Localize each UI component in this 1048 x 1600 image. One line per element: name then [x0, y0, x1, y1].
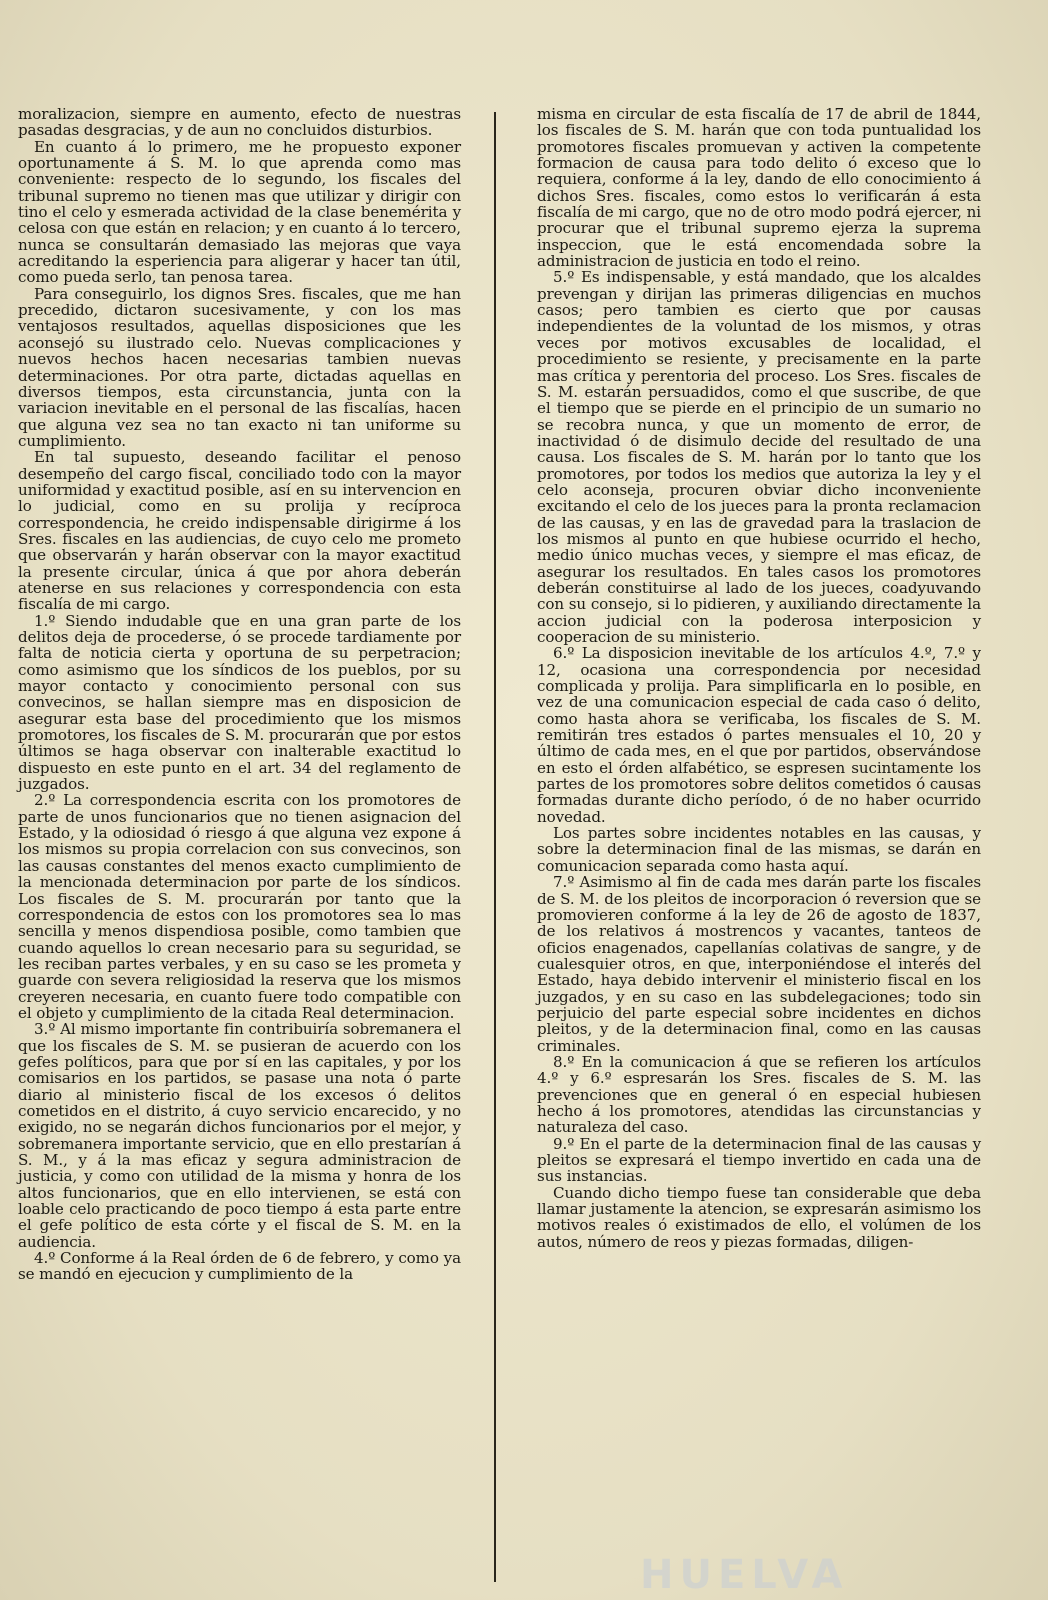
paragraph-article-2: 2.º La correspondencia escrita con los promotores de parte de unos funcionarios que no tienen asignacion del Estado, y la odiosidad ó riesgo á que alguna vez expone á los mismos su propia correlacion con sus convecinos, son las causas constantes del menos exacto cumplimiento de la mencionada determinacion por parte de los síndicos. Los fiscales de S. M. procurarán por tanto que la correspondencia de estos con los promotores sea lo mas sencilla y menos dispendiosa posible, como tambien que cuando aquellos lo crean necesario para su seguridad, se les reciban partes verbales, y en su caso se les prometa y guarde con severa religiosidad la reserva que los mismos creyeren necesaria, en cuanto fuere todo compatible con el objeto y cumplimiento de la citada Real determinacion.: [18, 791, 461, 1022]
archive-watermark: HUELVA: [640, 1552, 849, 1598]
paragraph-article-7: 7.º Asimismo al fin de cada mes darán parte los fiscales de S. M. de los pleitos de incorporacion ó reversion que se promovieren conforme á la ley de 26 de agosto de 1837, de los relativos á mostrencos y vacantes, tanteos de oficios enagenados, capellanías colativas de sangre, y de cualesquier otros, en que, interponiéndose el interés del Estado, haya debido intervenir el ministerio fiscal en los juzgados, y en su caso en las subdelegaciones; todo sin perjuicio del parte especial sobre incidentes en dichos pleitos, y de la determinacion final, como en las causas criminales.: [537, 873, 981, 1055]
paragraph: En tal supuesto, deseando facilitar el penoso desempeño del cargo fiscal, conciliado todo con la mayor uniformidad y exactitud posible, así en su intervencion en lo judicial, como en su prolija y recíproca correspondencia, he creido indispensable dirigirme á los Sres. fiscales en las audiencias, de cuyo celo me prometo que observarán y harán observar con la mayor exactitud la presente circular, única á que por ahora deberán atenerse en sus relaciones y correspondencia con esta fiscalía de mi cargo.: [18, 448, 461, 614]
paragraph-article-3: 3.º Al mismo importante fin contribuiría sobremanera el que los fiscales de S. M. se pusieran de acuerdo con los gefes políticos, para que por sí en las capitales, y por los comisarios en los partidos, se pasase una nota ó parte diario al ministerio fiscal de los excesos ó delitos cometidos en el distrito, á cuyo servicio encarecido, y no exigido, no se negarán dichos funcionarios por el mejor, y sobremanera importante servicio, que en ello prestarían á S. M., y á la mas eficaz y segura administracion de justicia, y como con utilidad de la misma y honra de los altos funcionarios, que en ello intervienen, se está con loable celo practicando de poco tiempo á esta parte entre el gefe político de esta córte y el fiscal de S. M. en la audiencia.: [18, 1020, 461, 1251]
paragraph-article-6: 6.º La disposicion inevitable de los artículos 4.º, 7.º y 12, ocasiona una correspondencia por necesidad complicada y prolija. Para simplificarla en lo posible, en vez de una comunicacion especial de cada caso ó delito, como hasta ahora se verificaba, los fiscales de S. M. remitirán tres estados ó partes mensuales el 10, 20 y último de cada mes, en el que por partidos, observándose en esto el órden alfabético, se espresen sucintamente los partes de los promotores sobre delitos cometidos ó causas formadas durante dicho período, ó de no haber ocurrido novedad.: [537, 644, 981, 826]
paragraph-article-5: 5.º Es indispensable, y está mandado, que los alcaldes prevengan y dirijan las primeras diligencias en muchos casos; pero tambien es cierto que por causas independientes de la voluntad de los mismos, y otras veces por motivos excusables de localidad, el procedimiento se resiente, y precisamente en la parte mas crítica y perentoria del proceso. Los Sres. fiscales de S. M. estarán persuadidos, como el que suscribe, de que el tiempo que se pierde en el principio de un sumario no se recobra nunca, y que un momento de error, de inactividad ó de disimulo decide del resultado de una causa. Los fiscales de S. M. harán por lo tanto que los promotores, por todos los medios que autoriza la ley y el celo aconseja, procuren obviar dicho inconveniente excitando el celo de los jueces para la pronta reclamacion de las causas, y en las de gravedad para la traslacion de los mismos al punto en que hubiese ocurrido el hecho, medio único muchas veces, y siempre el mas eficaz, de asegurar los resultados. En tales casos los promotores deberán constituirse al lado de los jueces, coadyuvando con su consejo, si lo pidieren, y auxiliando directamente la accion judicial con la poderosa interposicion y cooperacion de su ministerio.: [537, 268, 981, 646]
paragraph: Para conseguirlo, los dignos Sres. fiscales, que me han precedido, dictaron sucesivamente, y con los mas ventajosos resultados, aquellas disposiciones que les aconsejó su ilustrado celo. Nuevas complicaciones y nuevos hechos hacen necesarias tambien nuevas determinaciones. Por otra parte, dictadas aquellas en diversos tiempos, esta circunstancia, junta con la variacion inevitable en el personal de las fiscalías, hacen que alguna vez sea no tan exacto ni tan uniforme su cumplimiento.: [18, 284, 461, 450]
paragraph-article-4: 4.º Conforme á la Real órden de 6 de febrero, y como ya se mandó en ejecucion y cumplimiento de la: [18, 1249, 461, 1284]
left-text-column: [18, 106, 461, 1283]
paragraph: Cuando dicho tiempo fuese tan considerable que deba llamar justamente la atencion, se expresarán asimismo los motivos reales ó existimados de ello, el volúmen de los autos, número de reos y piezas formadas, diligen-: [537, 1183, 981, 1251]
column-divider: [494, 112, 496, 1582]
paragraph: En cuanto á lo primero, me he propuesto exponer oportunamente á S. M. lo que aprenda como mas conveniente: respecto de lo segundo, los fiscales del tribunal supremo no tienen mas que utilizar y dirigir con tino el celo y esmerada actividad de la clase benemérita y celosa con que están en relacion; y en cuanto á lo tercero, nunca se consultarán demasiado las mejoras que vaya acreditando la esperiencia para aligerar y hacer tan útil, como pueda serlo, tan penosa tarea.: [18, 137, 461, 287]
paragraph: misma en circular de esta fiscalía de 17 de abril de 1844, los fiscales de S. M. harán que con toda puntualidad los promotores fiscales promuevan y activen la competente formacion de causa para todo delito ó exceso que lo requiera, conforme á la ley, dando de ello conocimiento á dichos Sres. fiscales, como estos lo verificarán á esta fiscalía de mi cargo, que no de otro modo podrá ejercer, ni procurar que el tribunal supremo ejerza la suprema inspeccion, que le está encomendada sobre la administracion de justicia en todo el reino.: [537, 105, 981, 271]
paragraph: Los partes sobre incidentes notables en las causas, y sobre la determinacion final de las mismas, se darán en comunicacion separada como hasta aquí.: [537, 824, 981, 875]
paragraph-article-1: 1.º Siendo indudable que en una gran parte de los delitos deja de procederse, ó se procede tardiamente por falta de noticia cierta y oportuna de su perpetracion; como asimismo que los síndicos de los pueblos, por su mayor contacto y conocimiento personal con sus convecinos, se hallan siempre mas en disposicion de asegurar esta base del procedimiento que los mismos promotores, los fiscales de S. M. procurarán que por estos últimos se haga observar con inalterable exactitud lo dispuesto en este punto en el art. 34 del reglamento de juzgados.: [18, 611, 461, 794]
paragraph: moralizacion, siempre en aumento, efecto de nuestras pasadas desgracias, y de aun no concluidos disturbios.: [18, 105, 461, 140]
right-text-column: [537, 106, 981, 1250]
paragraph-article-8: 8.º En la comunicacion á que se refieren los artículos 4.º y 6.º espresarán los Sres. fiscales de S. M. las prevenciones que en general ó en especial hubiesen hecho á los promotores, atendidas las circunstancias y naturaleza del caso.: [537, 1052, 981, 1137]
paragraph-article-9: 9.º En el parte de la determinacion final de las causas y pleitos se expresará el tiempo invertido en cada una de sus instancias.: [537, 1134, 981, 1186]
